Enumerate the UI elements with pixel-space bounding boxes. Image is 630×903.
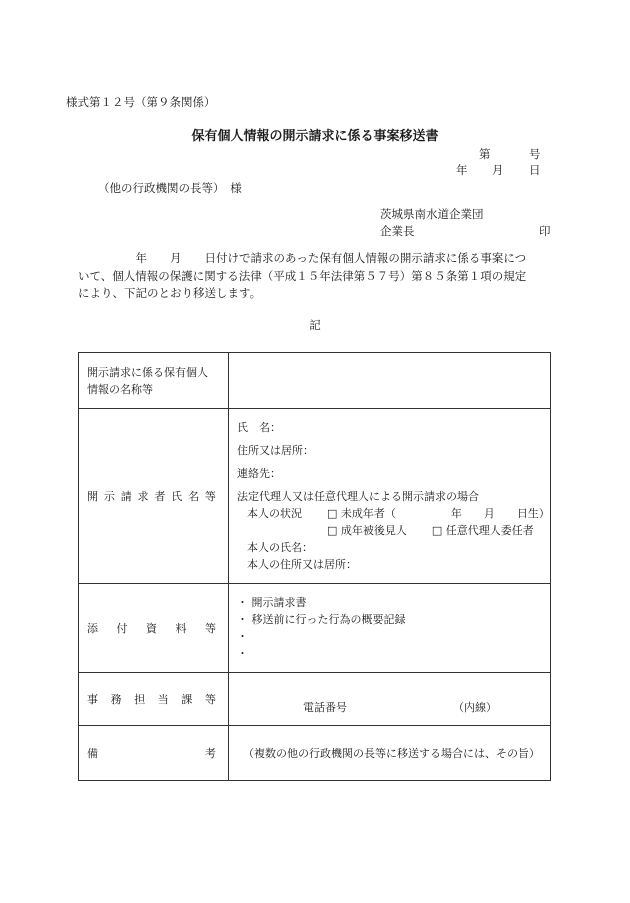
requester-value [229, 409, 551, 584]
body-line: により、下記のとおり移送します。 [78, 286, 262, 300]
body-line: いて、個人情報の保護に関する法律（平成１５年法律第５７号）第８５条第１項の規定 [78, 268, 527, 283]
status-voluntary-checkbox: □ 任意代理人委任者 [431, 524, 534, 537]
agent-heading: 法定代理人又は任意代理人による開示請求の場合 [237, 490, 479, 503]
ki-heading: 記 [309, 318, 321, 332]
label-char: 務 [110, 693, 122, 706]
requester-address-field: 住所又は居所： [237, 444, 314, 457]
label-char: 事 [87, 693, 98, 706]
label-char: 担 [134, 693, 146, 706]
remarks-label [79, 726, 229, 781]
status-label: 本人の状況 [247, 507, 302, 520]
remarks-value [229, 726, 551, 781]
label-char: 等 [204, 693, 216, 706]
sender-title: 企業長 [380, 224, 415, 238]
label-char: 当 [157, 693, 169, 706]
table-row-staff [79, 673, 551, 726]
label-char: 者 [154, 490, 166, 503]
status-row-2 [237, 522, 550, 539]
seal-mark: 印 [539, 224, 551, 238]
label-char: 示 [103, 490, 115, 503]
extension-label: （内線） [453, 701, 497, 714]
table-row-attachments [79, 584, 551, 673]
requester-name-field: 氏 名： [237, 421, 281, 434]
info-name-label-line1: 開示請求に係る保有個人 [87, 365, 208, 379]
body-paragraph [78, 250, 526, 303]
label-char: 求 [137, 490, 149, 503]
label-char: 氏 [171, 490, 183, 503]
table-row-requester [79, 409, 551, 584]
staff-value [229, 673, 551, 726]
list-item: ・ 開示請求書 [237, 596, 307, 609]
tel-label: 電話番号 [303, 701, 347, 714]
label-char: 課 [181, 693, 193, 706]
list-item: ・ 移送前に行った行為の概要記録 [237, 613, 406, 626]
label-char: 添 [87, 622, 98, 635]
date-day-label: 日 [529, 163, 541, 177]
document-number-go: 号 [529, 147, 541, 161]
info-name-label-line2: 情報の名称等 [87, 382, 153, 396]
table-row-info-name [79, 353, 551, 409]
staff-label [79, 673, 229, 726]
list-item: ・ [237, 630, 248, 643]
status-row-1 [237, 505, 550, 522]
remarks-text: （複数の他の行政機関の長等に移送する場合には、その旨） [243, 747, 540, 760]
status-minor-checkbox: □ 未成年者（ 年 月 日生） [327, 507, 550, 520]
label-char: 備 [87, 747, 98, 760]
list-item: ・ [237, 647, 248, 660]
table-row-remarks [79, 726, 551, 781]
person-address-field: 本人の住所又は居所： [247, 558, 357, 571]
info-name-label [79, 353, 229, 409]
date-year-label: 年 [456, 163, 468, 177]
label-char: 名 [188, 490, 200, 503]
document-title: 保有個人情報の開示請求に係る事案移送書 [191, 129, 439, 144]
attachments-value [229, 584, 551, 673]
document-number-dai: 第 [479, 147, 491, 161]
label-char: 請 [120, 490, 132, 503]
label-char: 考 [205, 747, 216, 760]
label-char: 等 [204, 490, 216, 503]
label-char: 開 [87, 490, 98, 503]
sender-organization: 茨城県南水道企業団 [380, 207, 484, 221]
status-ward-checkbox: □ 成年被後見人 [327, 524, 407, 537]
requester-label [79, 409, 229, 584]
label-char: 等 [205, 622, 216, 635]
info-name-value [229, 353, 551, 409]
addressee: （他の行政機関の長等） 様 [98, 181, 242, 195]
person-name-field: 本人の氏名： [247, 541, 313, 554]
date-month-label: 月 [492, 163, 504, 177]
transfer-details-table [78, 352, 551, 781]
attachments-label [79, 584, 229, 673]
label-char: 料 [175, 622, 187, 635]
label-char: 資 [146, 622, 157, 635]
form-number: 様式第１２号（第９条関係） [66, 95, 216, 109]
body-line: 年 月 日付けで請求のあった保有個人情報の開示請求に係る事案につ [78, 251, 527, 265]
requester-contact-field: 連絡先： [237, 467, 281, 480]
label-char: 付 [116, 622, 128, 635]
